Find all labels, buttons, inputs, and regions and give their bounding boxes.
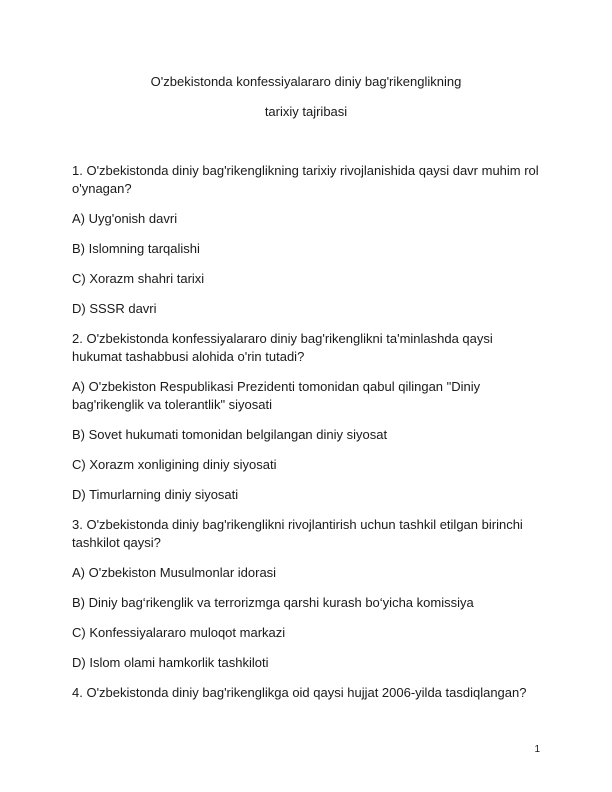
question-1-option-c: C) Xorazm shahri tarixi — [72, 271, 205, 286]
question-2-option-c: C) Xorazm xonligining diniy siyosati — [72, 457, 277, 472]
question-2-option-a: A) O'zbekiston Respublikasi Prezidenti tomonidan qabul qilingan "Diniy bag'rikenglik va tolerantlik" siyosati — [72, 379, 481, 412]
document-title-line-2: tarixiy tajribasi — [264, 104, 348, 119]
question-2-option-d: D) Timurlarning diniy siyosati — [72, 487, 239, 502]
question-2-option-b: B) Sovet hukumati tomonidan belgilangan diniy siyosat — [72, 427, 388, 442]
question-3-text: 3. O'zbekistonda diniy bag'rikenglikni rivojlantirish uchun tashkil etilgan birinchi tashkilot qaysi? — [72, 517, 523, 550]
question-1-text: 1. O'zbekistonda diniy bag'rikenglikning tarixiy rivojlanishida qaysi davr muhim rol o'ynagan? — [72, 163, 539, 196]
question-1-option-b: B) Islomning tarqalishi — [72, 241, 200, 256]
question-3-option-c: C) Konfessiyalararo muloqot markazi — [72, 625, 286, 640]
question-3-option-b: B) Diniy bag‘rikenglik va terrorizmga qarshi kurash bo‘yicha komissiya — [72, 595, 474, 610]
question-4-text: 4. O'zbekistonda diniy bag'rikenglikga oid qaysi hujjat 2006-yilda tasdiqlangan? — [72, 685, 527, 700]
question-3-option-d: D) Islom olami hamkorlik tashkiloti — [72, 655, 269, 670]
page-number: 1 — [534, 744, 540, 755]
question-1-option-a: A) Uyg'onish davri — [72, 211, 178, 226]
question-list — [72, 162, 542, 714]
document-title-line-1: O'zbekistonda konfessiyalararo diniy bag'rikenglikning — [150, 74, 462, 89]
question-3-option-a: A) O'zbekiston Musulmonlar idorasi — [72, 565, 277, 580]
question-2-text: 2. O'zbekistonda konfessiyalararo diniy bag'rikenglikni ta'minlashda qaysi hukumat tashabbusi alohida o'rin tutadi? — [72, 331, 493, 364]
question-1-option-d: D) SSSR davri — [72, 301, 157, 316]
